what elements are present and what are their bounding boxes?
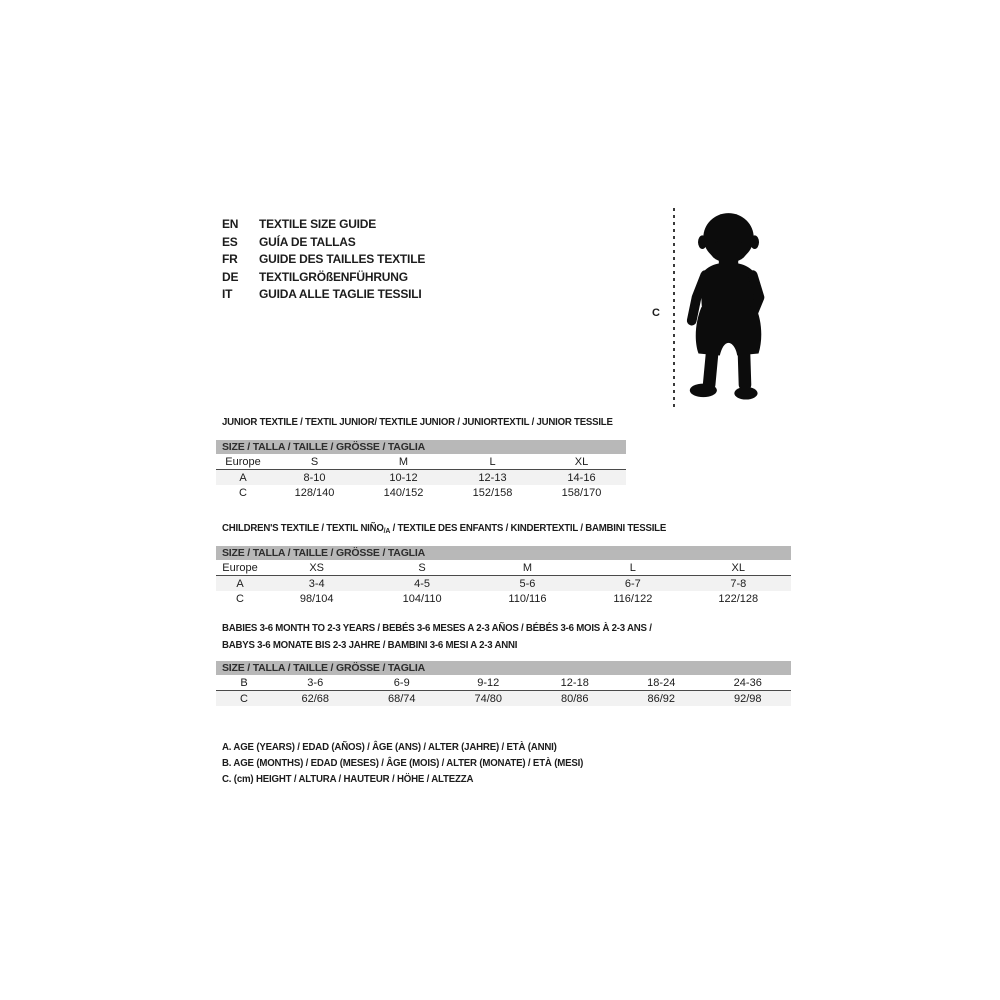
table-cell: 7-8 [686,576,791,592]
legend-line-c: C. (cm) HEIGHT / ALTURA / HAUTEUR / HÖHE / ALTEZZA [222,773,474,785]
row-label: A [216,576,264,592]
table-cell: XS [264,560,369,576]
lang-row-fr [222,251,425,269]
table-cell: 12-13 [448,470,537,486]
table-cell: 74/80 [445,691,532,707]
table-cell: L [448,454,537,470]
table-cell: 24-36 [705,675,792,691]
size-bar [216,661,791,675]
table-cell: S [369,560,474,576]
children-table-title [222,520,666,540]
babies-title-line1: BABIES 3-6 MONTH TO 2-3 YEARS / BEBÉS 3-6 MESES A 2-3 AÑOS / BÉBÉS 3-6 MOIS À 2-3 ANS / [222,622,652,634]
table-cell: 5-6 [475,576,580,592]
table-cell: 6-7 [580,576,685,592]
table-cell: 86/92 [618,691,705,707]
size-bar-label: SIZE / TALLA / TAILLE / GRÖSSE / TAGLIA [216,546,791,560]
row-label: C [239,486,247,499]
row-label: B [216,675,272,691]
table-cell: 18-24 [618,675,705,691]
table-cell: 140/152 [383,486,424,499]
lang-row-it [222,286,425,304]
lang-title: GUIDE DES TAILLES TEXTILE [259,252,426,266]
table-cell: 3-6 [272,675,359,691]
children-title-sub: /A [383,526,391,535]
table-cell: 158/170 [561,486,602,499]
junior-table-title: JUNIOR TEXTILE / TEXTIL JUNIOR/ TEXTILE JUNIOR / JUNIORTEXTIL / JUNIOR TESSILE [222,416,613,428]
table-cell: 10-12 [359,470,448,486]
height-measure-dashed-line [673,208,675,409]
table-cell: 12-18 [532,675,619,691]
table-cell: 8-10 [270,470,359,486]
size-bar [216,440,626,454]
table-cell: 3-4 [264,576,369,592]
legend-line-a: A. AGE (YEARS) / EDAD (AÑOS) / ÂGE (ANS) / ALTER (JAHRE) / ETÀ (ANNI) [222,741,557,753]
lang-title: GUIDA ALLE TAGLIE TESSILI [259,287,422,301]
babies-size-table [216,661,791,706]
height-measure-label: C [652,307,660,319]
table-cell: 9-12 [445,675,532,691]
table-cell: 68/74 [359,691,446,707]
table-cell: 62/68 [272,691,359,707]
table-row-age [216,470,626,486]
measure-legend [222,739,583,787]
lang-title: TEXTILE SIZE GUIDE [259,217,377,231]
lang-code: IT [222,287,233,301]
children-size-table [216,546,791,606]
lang-code: FR [222,252,238,266]
lang-row-en [222,216,425,234]
table-cell: 110/116 [508,592,547,605]
table-cell: 152/158 [472,486,513,499]
table-cell: XL [686,560,791,576]
lang-code: EN [222,217,239,231]
table-cell: 80/86 [532,691,619,707]
table-cell: 92/98 [705,691,792,707]
size-bar [216,546,791,560]
row-label: C [236,592,244,605]
size-bar-label: SIZE / TALLA / TAILLE / GRÖSSE / TAGLIA [216,440,626,454]
table-row-months [216,675,791,691]
table-cell: 128/140 [294,486,335,499]
table-cell: XL [537,454,626,470]
table-row-europe [216,560,791,576]
babies-table-title [222,620,652,653]
table-cell: S [270,454,359,470]
table-cell: M [475,560,580,576]
table-cell: 116/122 [613,592,653,605]
table-cell: 104/110 [402,592,442,605]
table-cell: 122/128 [718,592,759,605]
table-row-height [216,591,791,606]
table-cell: M [359,454,448,470]
lang-title: TEXTILGRÖßENFÜHRUNG [259,269,408,284]
lang-row-de [222,269,425,287]
table-cell: 98/104 [299,592,334,605]
row-label: A [216,470,270,486]
table-cell: 14-16 [537,470,626,486]
legend-line-b: B. AGE (MONTHS) / EDAD (MESES) / ÂGE (MOIS) / ALTER (MONATE) / ETÀ (MESI) [222,757,584,769]
table-row-age [216,576,791,592]
lang-code: DE [222,269,239,284]
table-row-europe [216,454,626,470]
size-bar-label: SIZE / TALLA / TAILLE / GRÖSSE / TAGLIA [216,661,791,675]
lang-title: GUÍA DE TALLAS [259,234,356,249]
row-label: Europe [216,560,264,576]
row-label: Europe [216,454,270,470]
table-row-height [216,691,791,707]
children-title-pre: CHILDREN'S TEXTILE / TEXTIL NIÑO [222,522,384,534]
table-cell: 4-5 [369,576,474,592]
row-label: C [216,691,272,707]
lang-code: ES [222,234,238,249]
toddler-silhouette-icon [683,209,775,409]
language-title-list [222,216,425,304]
table-row-height [216,485,626,500]
lang-row-es [222,234,425,252]
junior-size-table [216,440,626,500]
children-title-post: / TEXTILE DES ENFANTS / KINDERTEXTIL / BAMBINI TESSILE [390,522,667,534]
table-cell: L [580,560,685,576]
babies-title-line2: BABYS 3-6 MONATE BIS 2-3 JAHRE / BAMBINI 3-6 MESI A 2-3 ANNI [222,638,518,651]
table-cell: 6-9 [359,675,446,691]
